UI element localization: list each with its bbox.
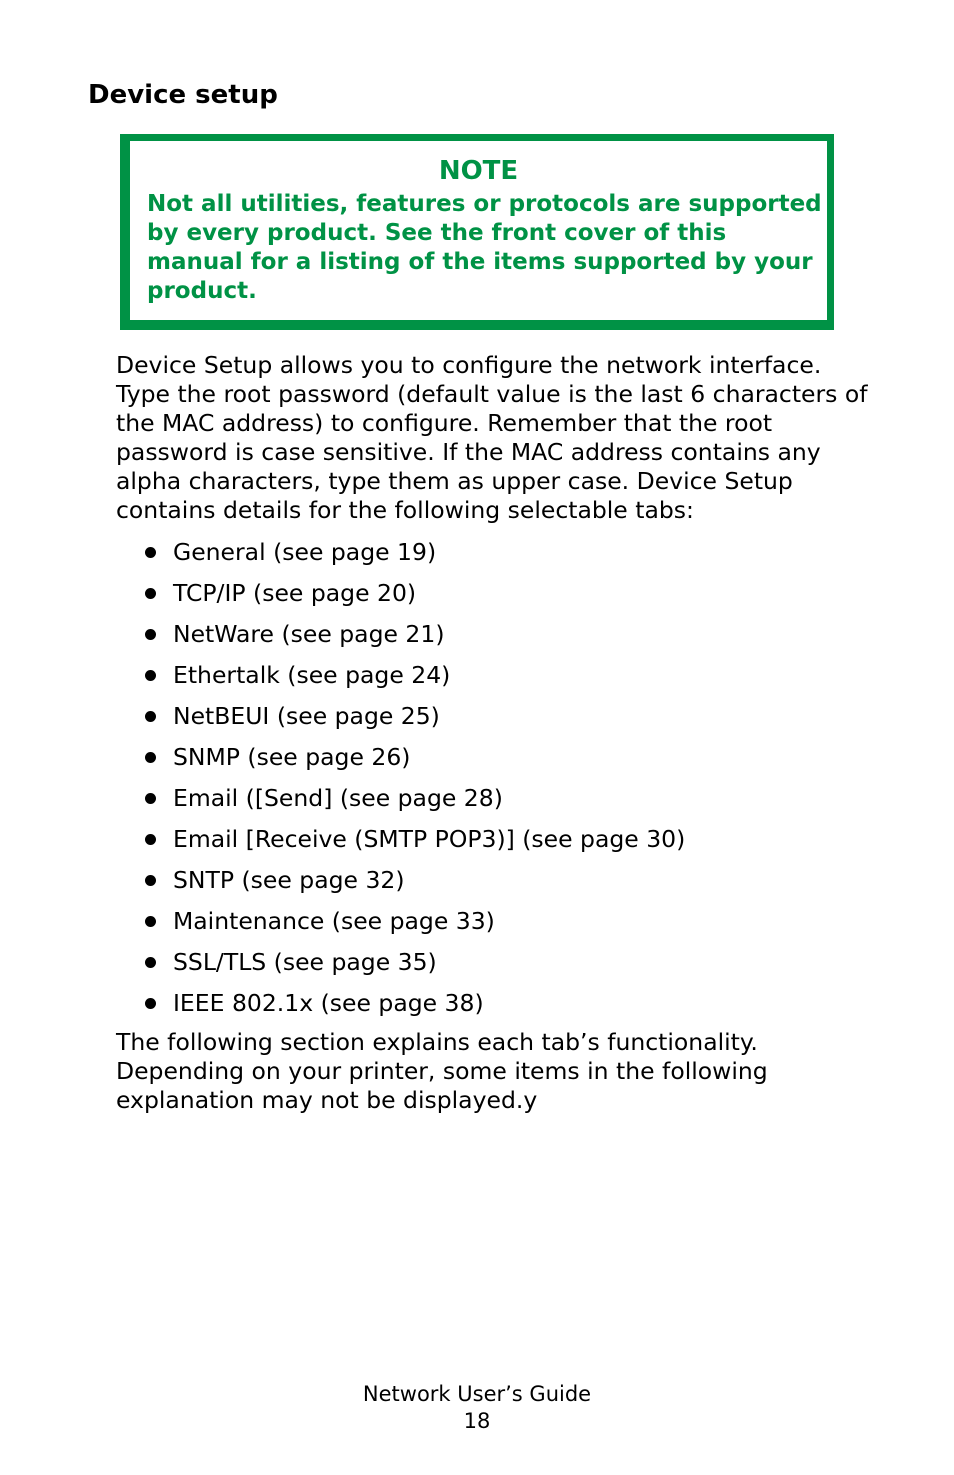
- footer-title: Network User’s Guide: [362, 1382, 592, 1406]
- list-item-label: NetBEUI (see page 25): [173, 702, 440, 730]
- note-box: [120, 134, 834, 330]
- list-item: [145, 701, 440, 731]
- list-item-label: Email [Receive (SMTP POP3)] (see page 30): [173, 825, 686, 853]
- page-number: 18: [463, 1409, 491, 1433]
- list-item: [145, 537, 436, 567]
- list-item-label: Maintenance (see page 33): [173, 907, 495, 935]
- bullet-icon: [145, 547, 156, 558]
- bullet-icon: [145, 670, 156, 681]
- list-item: [145, 865, 405, 895]
- bullet-icon: [145, 752, 156, 763]
- bullet-icon: [145, 588, 156, 599]
- bullet-icon: [145, 629, 156, 640]
- list-item: [145, 906, 495, 936]
- list-item: [145, 578, 416, 608]
- bullet-icon: [145, 957, 156, 968]
- note-text: Not all utilities, features or protocols are supported by every product. See the front cover of this manual for a listing of the items supported by your product.: [147, 191, 822, 304]
- note-title: NOTE: [438, 156, 519, 186]
- bullet-icon: [145, 793, 156, 804]
- outro-paragraph: The following section explains each tab’s functionality. Depending on your printer, some items in the following explanation may not be displayed.y: [116, 1028, 768, 1114]
- list-item-label: TCP/IP (see page 20): [173, 579, 417, 607]
- list-item: [145, 947, 437, 977]
- list-item: [145, 783, 503, 813]
- section-heading: Device setup: [88, 80, 278, 110]
- bullet-icon: [145, 711, 156, 722]
- bullet-icon: [145, 875, 156, 886]
- list-item-label: NetWare (see page 21): [173, 620, 445, 648]
- list-item-label: SSL/TLS (see page 35): [173, 948, 437, 976]
- list-item: [145, 742, 410, 772]
- list-item-label: Email ([Send] (see page 28): [173, 784, 503, 812]
- list-item-label: Ethertalk (see page 24): [173, 661, 451, 689]
- list-item-label: SNMP (see page 26): [173, 743, 411, 771]
- list-item-label: IEEE 802.1x (see page 38): [173, 989, 484, 1017]
- bullet-icon: [145, 834, 156, 845]
- list-item: [145, 988, 484, 1018]
- intro-paragraph: Device Setup allows you to configure the network interface. Type the root password (default value is the last 6 characters of the MAC address) to configure. Remember that the root password is case sensitive. If the MAC address contains any alpha characters, type them as upper case. Device Setup contains details for the following selectable tabs:: [116, 351, 868, 524]
- bullet-icon: [145, 916, 156, 927]
- list-item: [145, 619, 445, 649]
- list-item: [145, 824, 685, 854]
- list-item: [145, 660, 450, 690]
- list-item-label: SNTP (see page 32): [173, 866, 405, 894]
- list-item-label: General (see page 19): [173, 538, 437, 566]
- bullet-icon: [145, 998, 156, 1009]
